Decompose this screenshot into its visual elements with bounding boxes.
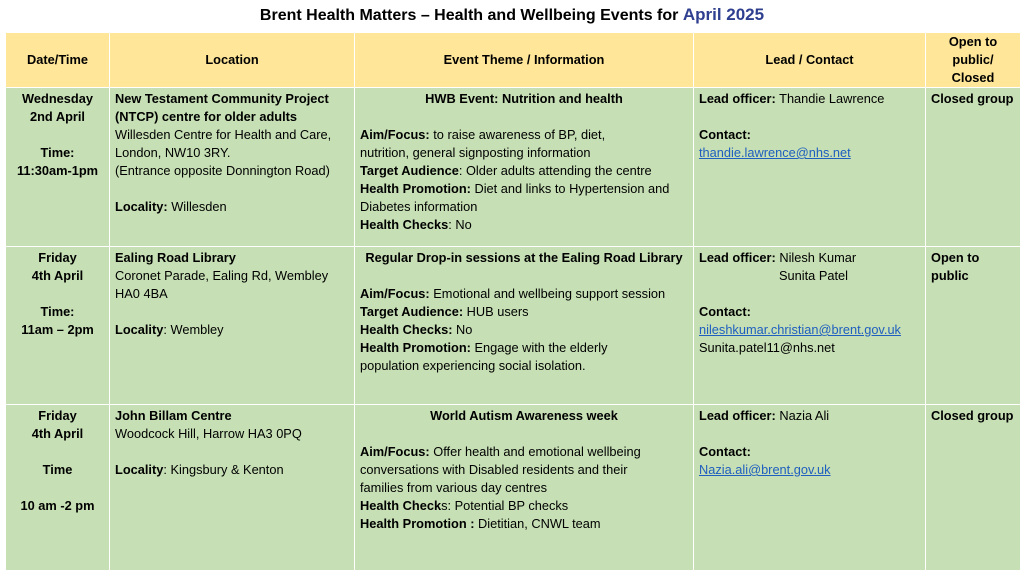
title-main: Brent Health Matters – Health and Wellbeing Events for: [259, 7, 683, 24]
contact-email-link[interactable]: Nazia.ali@brent.gov.uk: [699, 462, 831, 477]
event-info: World Autism Awareness week Aim/Focus: Offer health and emotional wellbeing conversations with Disabled residents and their families from various day centres Health Checks: Potential BP checks Health Promotion : Dietitian, CNWL team: [355, 405, 694, 571]
contact-email-text: Sunita.patel11@nhs.net: [699, 340, 835, 355]
table-row: [6, 88, 1021, 247]
contact-email-link[interactable]: thandie.lawrence@nhs.net: [699, 145, 851, 160]
event-datetime: Friday 4th April Time: 11am – 2pm: [6, 247, 110, 405]
event-contact: Lead officer: Nazia Ali Contact: Nazia.ali@brent.gov.uk: [694, 405, 926, 571]
header-location: Location: [110, 33, 355, 88]
table-header-row: [6, 33, 1021, 88]
event-location: John Billam Centre Woodcock Hill, Harrow HA3 0PQ Locality: Kingsbury & Kenton: [110, 405, 355, 571]
event-status: Closed group: [926, 88, 1021, 247]
page-title: [0, 5, 1024, 25]
table-row: [6, 405, 1021, 571]
contact-email-link[interactable]: nileshkumar.christian@brent.gov.uk: [699, 322, 901, 337]
header-lead: Lead / Contact: [694, 33, 926, 88]
table-row: [6, 247, 1021, 405]
event-location: Ealing Road Library Coronet Parade, Ealing Rd, Wembley HA0 4BA Locality: Wembley: [110, 247, 355, 405]
event-datetime: Wednesday 2nd April Time: 11:30am-1pm: [6, 88, 110, 247]
event-info: Regular Drop-in sessions at the Ealing Road Library Aim/Focus: Emotional and wellbeing support session Target Audience: HUB users Health Checks: No Health Promotion: Engage with the elderly population experiencing social isolation.: [355, 247, 694, 405]
header-open: Open to public/ Closed: [926, 33, 1021, 88]
events-table: [5, 32, 1021, 571]
event-info: HWB Event: Nutrition and health Aim/Focus: to raise awareness of BP, diet, nutrition, general signposting information Target Audience: Older adults attending the centre Health Promotion: Diet and links to Hypertension and Diabetes information Health Checks: No: [355, 88, 694, 247]
header-date: Date/Time: [6, 33, 110, 88]
event-status: Open to public: [926, 247, 1021, 405]
title-month: April 2025: [682, 5, 765, 24]
event-location: New Testament Community Project (NTCP) centre for older adults Willesden Centre for Health and Care, London, NW10 3RY. (Entrance opposite Donnington Road) Locality: Willesden: [110, 88, 355, 247]
event-contact: Lead officer: Nilesh Kumar Sunita Patel Contact: nileshkumar.christian@brent.gov.uk Sunita.patel11@nhs.net: [694, 247, 926, 405]
event-datetime: Friday 4th April Time 10 am -2 pm: [6, 405, 110, 571]
event-status: Closed group: [926, 405, 1021, 571]
header-theme: Event Theme / Information: [355, 33, 694, 88]
event-contact: Lead officer: Thandie Lawrence Contact: thandie.lawrence@nhs.net: [694, 88, 926, 247]
